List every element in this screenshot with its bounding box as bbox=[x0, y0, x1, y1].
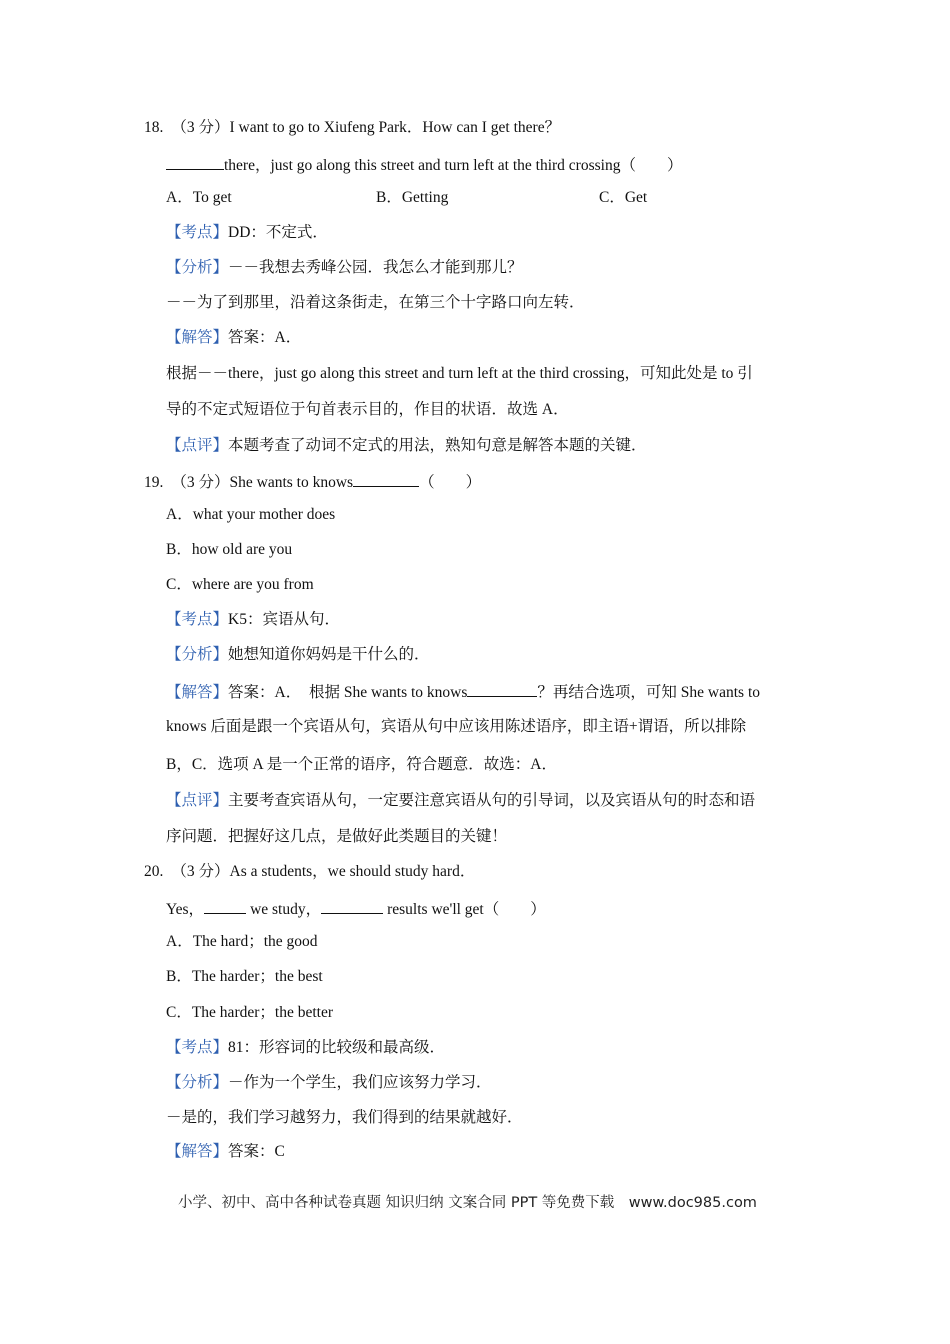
kaodian-tag: 【考点】 bbox=[166, 1039, 229, 1056]
answer-blank bbox=[467, 680, 537, 697]
q20-kaodian: 【考点】81：形容词的比较级和最高级． bbox=[166, 1039, 446, 1056]
q19-option-c: C．where are you from bbox=[166, 576, 314, 593]
q19-jieda: 【解答】答案：A． 根据 She wants to knows ？再结合选项，可知 She wants to bbox=[166, 680, 760, 703]
q18-option-b: B．Getting bbox=[376, 189, 449, 206]
q19-dianping-line2: 序问题．把握好这几点，是做好此类题目的关键！ bbox=[166, 828, 508, 845]
answer-blank bbox=[204, 897, 246, 914]
answer-blank bbox=[166, 153, 224, 170]
kaodian-tag: 【考点】 bbox=[166, 611, 229, 628]
q20-stem: 20. （3 分）As a students，we should study hard． bbox=[144, 863, 476, 880]
q18-fenxi-line2: －－为了到那里，沿着这条街走，在第三个十字路口向左转． bbox=[166, 294, 585, 311]
q19-option-a: A．what your mother does bbox=[166, 506, 336, 523]
q18-fenxi: 【分析】－－我想去秀峰公园．我怎么才能到那儿？ bbox=[166, 259, 523, 276]
q19-option-b: B．how old are you bbox=[166, 541, 293, 558]
answer-blank bbox=[353, 470, 419, 487]
fenxi-tag: 【分析】 bbox=[166, 1074, 229, 1091]
q20-fenxi-line2: －是的，我们学习越努力，我们得到的结果就越好． bbox=[166, 1109, 523, 1126]
q20-option-a: A．The hard；the good bbox=[166, 933, 318, 950]
q20-jieda: 【解答】答案：C bbox=[166, 1143, 285, 1160]
jieda-tag: 【解答】 bbox=[166, 1143, 229, 1160]
q18-option-c: C．Get bbox=[599, 189, 648, 206]
q19-fenxi: 【分析】她想知道你妈妈是干什么的． bbox=[166, 646, 430, 663]
q18-dianping: 【点评】本题考查了动词不定式的用法，熟知句意是解答本题的关键． bbox=[166, 437, 647, 454]
q19-jieda-line2: knows 后面是跟一个宾语从句，宾语从句中应该用陈述语序，即主语+谓语，所以排除 bbox=[166, 718, 747, 735]
q18-number: 18. bbox=[144, 119, 164, 136]
q18-line2: there，just go along this street and turn left at the third crossing（ ） bbox=[166, 153, 682, 176]
q19-number: 19. bbox=[144, 474, 164, 491]
jieda-tag: 【解答】 bbox=[166, 684, 229, 701]
q19-kaodian: 【考点】K5：宾语从句． bbox=[166, 611, 340, 628]
q19-stem: 19. （3 分）She wants to knows （ ） bbox=[144, 470, 481, 493]
page-footer: 小学、初中、高中各种试卷真题 知识归纳 文案合同 PPT 等免费下载 www.doc985.com bbox=[178, 1195, 757, 1211]
q18-kaodian: 【考点】DD：不定式． bbox=[166, 224, 328, 241]
q18-jieda-line3: 导的不定式短语位于句首表示目的，作目的状语．故选 A． bbox=[166, 401, 569, 418]
q20-fenxi: 【分析】－作为一个学生，我们应该努力学习． bbox=[166, 1074, 492, 1091]
q18-stem: 18. （3 分）I want to go to Xiufeng Park．How can I get there？ bbox=[144, 119, 561, 136]
fenxi-tag: 【分析】 bbox=[166, 259, 229, 276]
fenxi-tag: 【分析】 bbox=[166, 646, 229, 663]
q20-option-c: C．The harder；the better bbox=[166, 1004, 333, 1021]
q18-option-a: A．To get bbox=[166, 189, 232, 206]
q20-option-b: B．The harder；the best bbox=[166, 968, 323, 985]
dianping-tag: 【点评】 bbox=[166, 437, 229, 454]
kaodian-tag: 【考点】 bbox=[166, 224, 229, 241]
q18-jieda-line2: 根据－－there，just go along this street and turn left at the third crossing，可知此处是 to 引 bbox=[166, 365, 753, 382]
q20-number: 20. bbox=[144, 863, 164, 880]
q20-line2: Yes， we study， results we'll get（ ） bbox=[166, 897, 546, 920]
dianping-tag: 【点评】 bbox=[166, 792, 229, 809]
answer-blank bbox=[321, 897, 383, 914]
q18-jieda: 【解答】答案：A． bbox=[166, 329, 302, 346]
q19-jieda-line3: B，C．选项 A 是一个正常的语序，符合题意．故选：A． bbox=[166, 756, 557, 773]
jieda-tag: 【解答】 bbox=[166, 329, 229, 346]
q19-dianping: 【点评】主要考查宾语从句，一定要注意宾语从句的引导词，以及宾语从句的时态和语 bbox=[166, 792, 756, 809]
